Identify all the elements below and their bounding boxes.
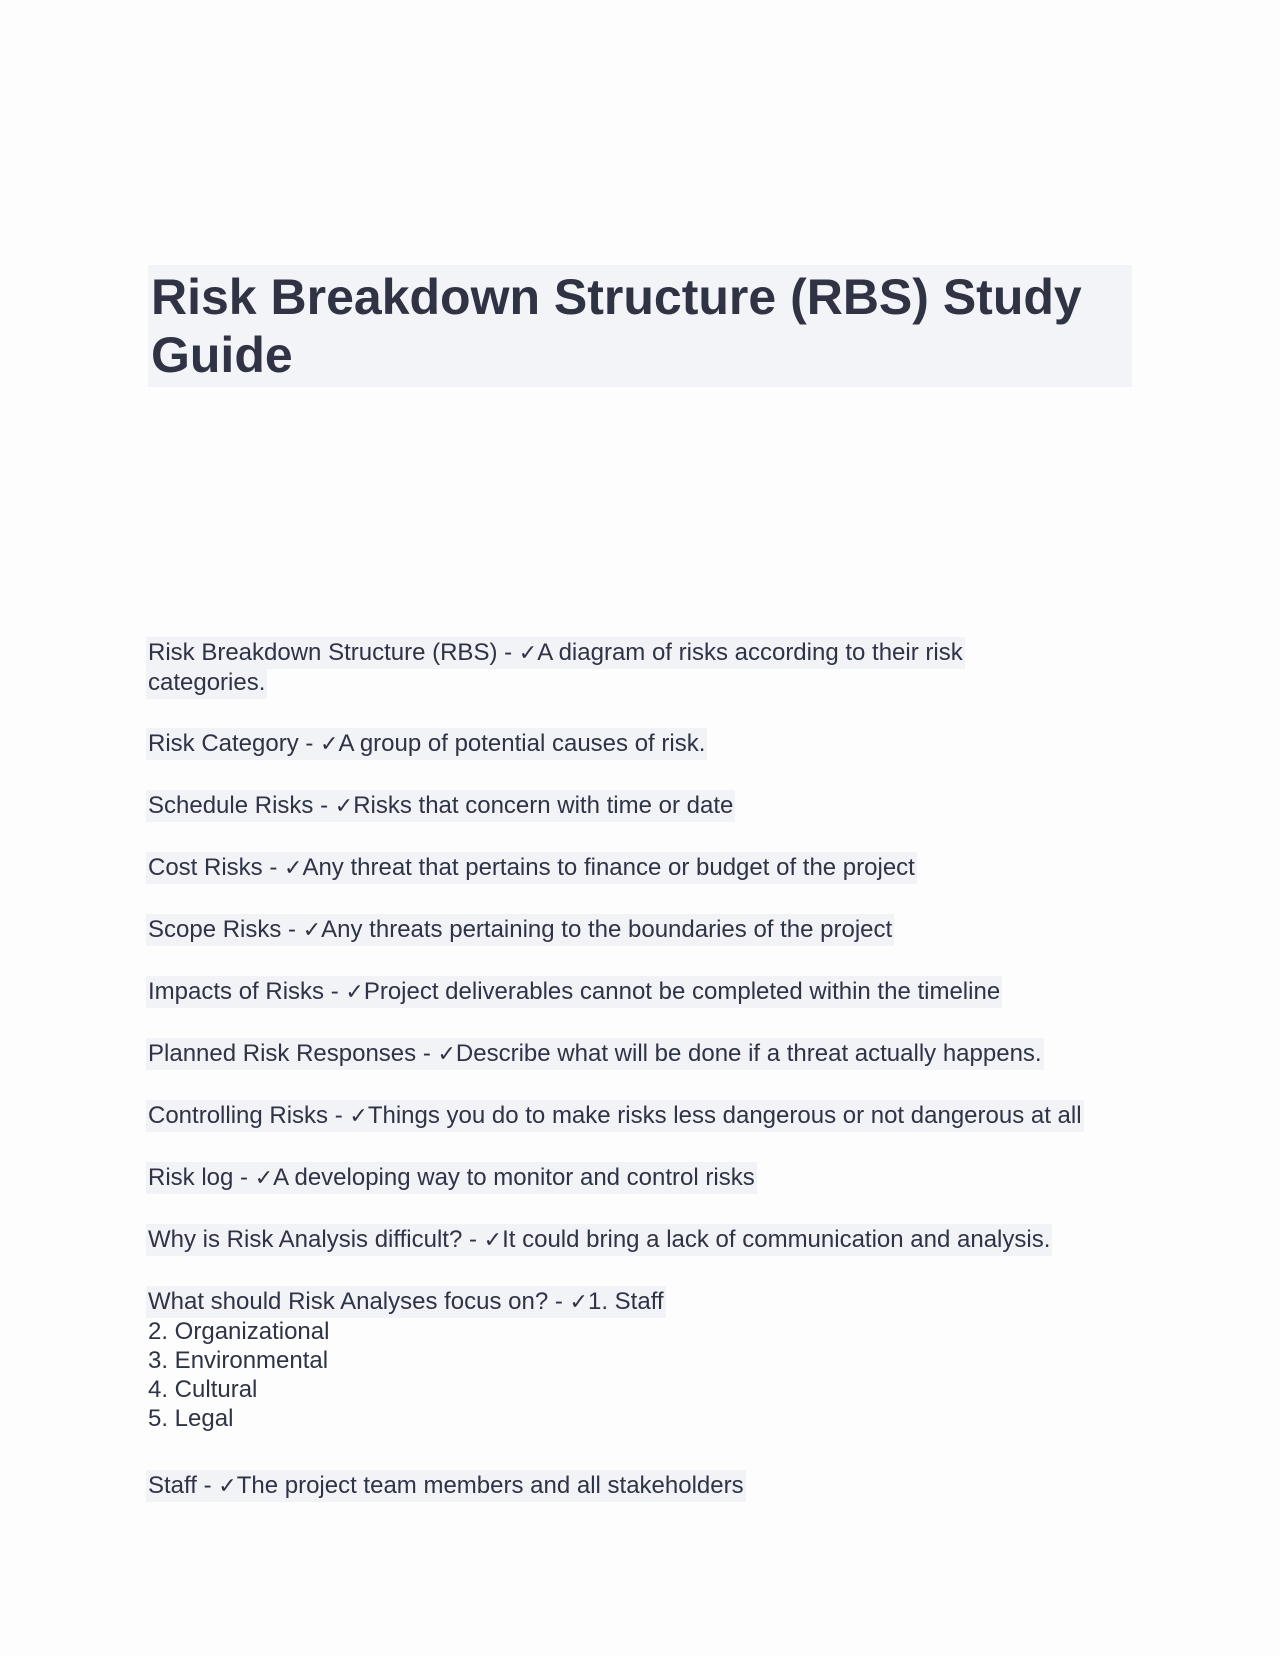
entry-definition: A diagram of risks according to their risk — [537, 639, 963, 666]
entry-definition: Risks that concern with time or date — [353, 792, 734, 819]
entry-term: Risk Breakdown Structure (RBS) - — [148, 639, 519, 666]
entry-why-risk-analysis-difficult — [148, 1225, 1052, 1255]
entry-term: Scope Risks - — [148, 916, 303, 943]
check-icon: ✓ — [218, 1474, 237, 1499]
check-icon: ✓ — [302, 918, 322, 943]
entry-term: Schedule Risks - — [148, 792, 335, 819]
check-icon: ✓ — [284, 856, 303, 881]
check-icon: ✓ — [254, 1166, 274, 1191]
entry-planned-risk-responses — [148, 1039, 1044, 1069]
entry-term: Staff - — [148, 1472, 219, 1499]
check-icon: ✓ — [345, 980, 364, 1005]
entry-term: Why is Risk Analysis difficult? - — [148, 1226, 484, 1253]
entry-controlling-risks — [148, 1101, 1084, 1131]
entry-risk-category — [148, 729, 707, 759]
entry-definition: The project team members and all stakeholders — [236, 1472, 744, 1499]
entry-definition: A developing way to monitor and control risks — [273, 1164, 755, 1191]
list-item: 4. Cultural — [148, 1376, 258, 1403]
entry-definition: Things you do to make risks less dangerous or not dangerous at all — [367, 1102, 1082, 1129]
entry-term: What should Risk Analyses focus on? - — [148, 1288, 570, 1315]
entry-term: Cost Risks - — [148, 854, 285, 881]
entry-term: Risk log - — [148, 1164, 255, 1191]
check-icon: ✓ — [437, 1042, 456, 1067]
entry-term: Planned Risk Responses - — [148, 1040, 438, 1067]
entry-schedule-risks — [148, 791, 735, 821]
check-icon: ✓ — [334, 794, 354, 819]
entry-definition: It could bring a lack of communication and analysis. — [502, 1226, 1051, 1253]
check-icon: ✓ — [320, 732, 339, 757]
entry-term: Controlling Risks - — [148, 1102, 350, 1129]
entry-definition: Any threat that pertains to finance or budget of the project — [302, 854, 915, 881]
title-block — [148, 265, 1132, 387]
entry-term: Impacts of Risks - — [148, 978, 346, 1005]
entry-staff — [148, 1471, 746, 1501]
entry-risk-log — [148, 1163, 757, 1193]
check-icon: ✓ — [349, 1104, 368, 1129]
entry-impacts-of-risks — [148, 977, 1002, 1007]
list-item: 2. Organizational — [148, 1318, 330, 1345]
entry-term: Risk Category - — [148, 730, 321, 757]
list-item: 3. Environmental — [148, 1347, 329, 1374]
entry-cost-risks — [148, 853, 917, 883]
entry-rbs — [148, 638, 965, 697]
check-icon: ✓ — [569, 1290, 588, 1315]
entry-definition: 1. Staff — [587, 1288, 664, 1315]
entry-continuation: categories. — [146, 667, 267, 699]
check-icon: ✓ — [483, 1228, 503, 1253]
entry-definition: Any threats pertaining to the boundaries of the project — [321, 916, 893, 943]
check-icon: ✓ — [518, 641, 538, 666]
page-title: Risk Breakdown Structure (RBS) Study Guide — [151, 269, 1082, 383]
entry-scope-risks — [148, 915, 894, 945]
entry-risk-analyses-focus — [148, 1287, 666, 1433]
entry-definition: Project deliverables cannot be completed within the timeline — [363, 978, 1001, 1005]
list-item: 5. Legal — [148, 1405, 234, 1432]
entry-definition: A group of potential causes of risk. — [338, 730, 706, 757]
entry-definition: Describe what will be done if a threat actually happens. — [455, 1040, 1042, 1067]
